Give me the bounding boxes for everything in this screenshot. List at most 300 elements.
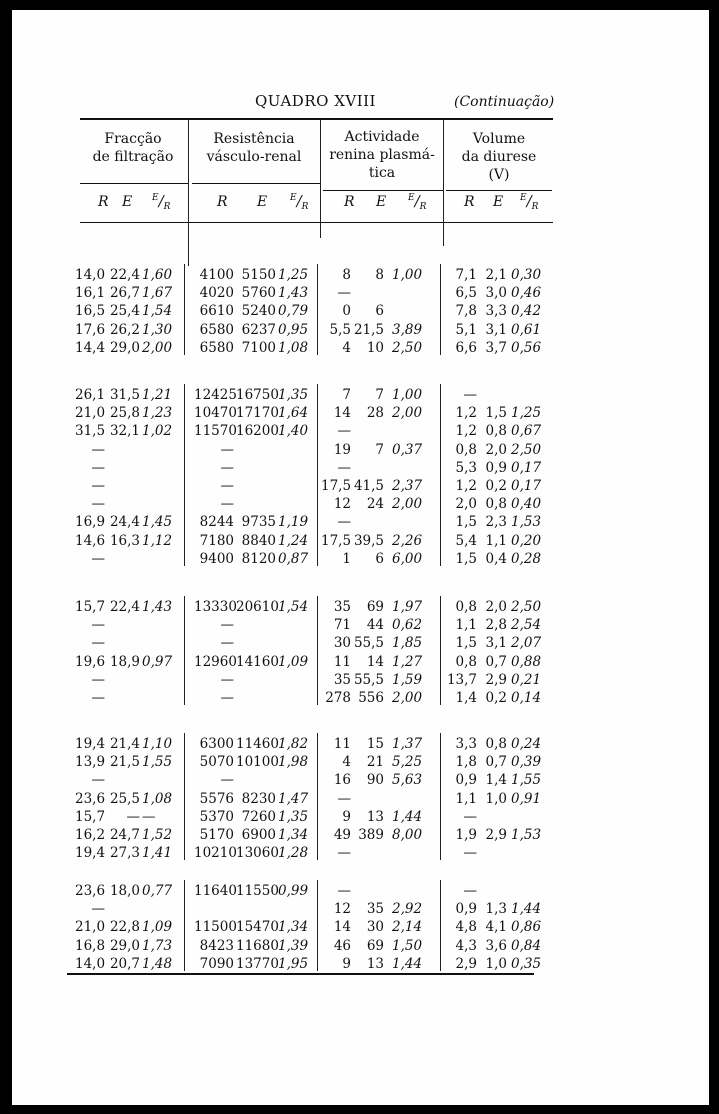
cell-resist-e: 8230 <box>241 790 276 807</box>
cell-resist-r: 11640 <box>194 883 237 899</box>
cell-activ-r: 9 <box>342 955 351 972</box>
cell-resist-e: 15470 <box>236 919 279 936</box>
cell-resist-r: 8423 <box>199 937 234 954</box>
cell-volume-e: 2,0 <box>485 441 507 458</box>
column-divider <box>184 596 185 705</box>
cell-volume-e: 2,9 <box>485 671 507 688</box>
table-row <box>12 753 572 771</box>
group-divider <box>320 120 321 238</box>
table-row <box>12 882 572 900</box>
cell-fraccao-e: 24,4 <box>109 514 140 531</box>
subheader-e: E <box>493 194 504 210</box>
cell-resist-e: 8840 <box>241 532 276 549</box>
cell-volume-e: 2,0 <box>485 599 507 615</box>
cell-resist-e: 5240 <box>241 303 276 320</box>
cell-activ-er: 6,00 <box>392 550 423 567</box>
cell-resist-r: 7180 <box>199 532 234 549</box>
cell-volume-e: 1,5 <box>485 405 507 422</box>
cell-resist-e: 9735 <box>241 514 276 531</box>
document-page <box>12 10 709 1105</box>
cell-fraccao-e: 25,4 <box>109 303 140 320</box>
cell-volume-er: 2,50 <box>511 441 542 458</box>
cell-volume-r: 13,7 <box>446 671 477 688</box>
cell-fraccao-e: 21,5 <box>109 754 140 771</box>
cell-resist-e: 20610 <box>236 599 279 615</box>
cell-resist-r: — <box>220 459 234 476</box>
cell-fraccao-er: 1,23 <box>142 405 173 422</box>
table-row <box>12 771 572 789</box>
cell-activ-er: 1,97 <box>392 599 423 615</box>
cell-activ-r: 11 <box>333 736 351 752</box>
subheader-e-over-r: $^E/_R$ <box>408 192 427 212</box>
cell-fraccao-er: 1,41 <box>142 845 173 862</box>
subheader-rule <box>80 222 553 223</box>
cell-activ-er: 2,00 <box>392 405 423 422</box>
cell-activ-r: 1 <box>342 550 351 567</box>
cell-activ-r: — <box>337 883 351 899</box>
cell-resist-e: 13770 <box>236 955 279 972</box>
cell-resist-r: 5170 <box>199 827 234 843</box>
cell-volume-r: 0,8 <box>455 441 477 458</box>
group-rule <box>80 183 188 184</box>
cell-fraccao-e: — <box>126 808 140 825</box>
table-row <box>12 513 572 531</box>
cell-fraccao-r: 16,1 <box>75 285 106 302</box>
cell-activ-er: 2,14 <box>392 919 423 936</box>
subheader-e: E <box>376 194 387 210</box>
cell-activ-er: 8,00 <box>392 827 423 843</box>
cell-volume-e: 0,7 <box>485 653 507 670</box>
cell-volume-er: 0,20 <box>511 532 542 549</box>
cell-activ-er: 5,25 <box>392 754 423 771</box>
cell-activ-er: 1,44 <box>392 808 423 825</box>
cell-resist-er: 1,39 <box>278 937 309 954</box>
table-row <box>12 459 572 477</box>
cell-activ-r: 49 <box>333 827 351 843</box>
cell-volume-er: 0,67 <box>511 423 542 440</box>
cell-activ-er: 2,50 <box>392 339 423 356</box>
column-divider <box>440 733 441 860</box>
cell-activ-er: 0,37 <box>392 441 423 458</box>
cell-fraccao-r: 23,6 <box>75 883 106 899</box>
cell-activ-er: 1,00 <box>392 387 423 403</box>
cell-activ-e: 21,5 <box>353 321 384 338</box>
cell-activ-er: 5,63 <box>392 772 423 789</box>
cell-volume-r: 2,9 <box>455 955 477 972</box>
cell-resist-er: 0,87 <box>278 550 309 567</box>
cell-activ-r: 8 <box>342 267 351 283</box>
cell-fraccao-e: 18,0 <box>109 883 140 899</box>
cell-volume-e: 0,8 <box>485 423 507 440</box>
cell-volume-r: — <box>463 808 477 825</box>
cell-resist-r: 6300 <box>199 736 234 752</box>
cell-fraccao-er: 1,54 <box>142 303 173 320</box>
subheader-e-over-r: $^E/_R$ <box>520 192 539 212</box>
cell-activ-e: 55,5 <box>353 635 384 652</box>
cell-resist-r: — <box>220 671 234 688</box>
cell-resist-e: 16750 <box>236 387 279 403</box>
cell-fraccao-e: 22,8 <box>109 919 140 936</box>
cell-resist-r: 6610 <box>199 303 234 320</box>
cell-resist-er: 0,95 <box>278 321 309 338</box>
group-header-volume: Volume da diurese (V) <box>461 131 537 183</box>
cell-fraccao-er: 1,21 <box>142 387 173 403</box>
cell-volume-e: 2,8 <box>485 617 507 634</box>
cell-volume-e: 0,2 <box>485 478 507 494</box>
column-divider <box>184 384 185 566</box>
cell-fraccao-r: 26,1 <box>75 387 106 403</box>
cell-activ-e: 10 <box>366 339 384 356</box>
cell-resist-er: 1,34 <box>278 919 309 936</box>
cell-volume-er: 2,50 <box>511 599 542 615</box>
cell-resist-r: 5370 <box>199 808 234 825</box>
cell-volume-r: 4,8 <box>455 919 477 936</box>
cell-activ-er: 2,37 <box>392 478 423 494</box>
cell-fraccao-er: 1,55 <box>142 754 173 771</box>
table-row <box>12 790 572 808</box>
cell-activ-er: 1,00 <box>392 267 423 283</box>
cell-fraccao-e: 18,9 <box>109 653 140 670</box>
column-divider <box>317 880 318 971</box>
cell-resist-e: 8120 <box>241 550 276 567</box>
cell-resist-er: 1,64 <box>278 405 309 422</box>
cell-activ-er: 1,27 <box>392 653 423 670</box>
cell-volume-e: 1,0 <box>485 790 507 807</box>
cell-volume-r: 5,4 <box>455 532 477 549</box>
cell-volume-er: 0,14 <box>511 690 542 706</box>
cell-fraccao-r: 31,5 <box>75 423 106 440</box>
cell-volume-r: 0,8 <box>455 599 477 615</box>
group-rule <box>192 183 320 184</box>
group-rule <box>323 190 443 191</box>
cell-resist-e: 13060 <box>236 845 279 862</box>
table-row <box>12 404 572 422</box>
cell-resist-e: 11550 <box>236 883 279 899</box>
cell-resist-e: 14160 <box>236 653 279 670</box>
cell-resist-er: 1,35 <box>278 808 309 825</box>
cell-activ-e: 389 <box>358 827 384 843</box>
column-divider <box>317 596 318 705</box>
cell-fraccao-r: 21,0 <box>75 405 106 422</box>
table-row <box>12 900 572 918</box>
cell-fraccao-er: 1,43 <box>142 599 173 615</box>
cell-resist-e: 16200 <box>236 423 279 440</box>
cell-resist-r: 10470 <box>194 405 237 422</box>
cell-fraccao-er: 1,09 <box>142 919 173 936</box>
cell-activ-r: 14 <box>333 405 351 422</box>
cell-volume-e: 0,8 <box>485 496 507 513</box>
cell-activ-e: 6 <box>375 550 384 567</box>
table-row <box>12 321 572 339</box>
cell-volume-r: — <box>463 387 477 403</box>
table-row <box>12 634 572 652</box>
table-row <box>12 550 572 568</box>
cell-resist-r: 12960 <box>194 653 237 670</box>
cell-activ-r: 46 <box>333 937 351 954</box>
cell-activ-r: 11 <box>333 653 351 670</box>
cell-resist-er: 1,25 <box>278 267 309 283</box>
cell-resist-er: 1,95 <box>278 955 309 972</box>
cell-activ-r: 9 <box>342 808 351 825</box>
cell-fraccao-r: 14,6 <box>75 532 106 549</box>
cell-fraccao-r: — <box>91 550 105 567</box>
cell-resist-e: 17170 <box>236 405 279 422</box>
cell-volume-e: 3,1 <box>485 321 507 338</box>
cell-activ-e: 13 <box>366 955 384 972</box>
cell-fraccao-er: 1,12 <box>142 532 173 549</box>
cell-resist-r: 8244 <box>199 514 234 531</box>
cell-volume-r: 1,4 <box>455 690 477 706</box>
cell-volume-r: 1,1 <box>455 617 477 634</box>
cell-activ-e: 6 <box>375 303 384 320</box>
cell-activ-r: — <box>337 514 351 531</box>
cell-activ-er: 1,44 <box>392 955 423 972</box>
column-divider <box>440 264 441 355</box>
cell-fraccao-r: — <box>91 772 105 789</box>
subheader-r: R <box>464 194 475 210</box>
cell-activ-er: 2,26 <box>392 532 423 549</box>
cell-volume-r: 3,3 <box>455 736 477 752</box>
cell-fraccao-r: 16,2 <box>75 827 106 843</box>
cell-fraccao-e: 31,5 <box>109 387 140 403</box>
cell-resist-r: 9400 <box>199 550 234 567</box>
cell-activ-er: 2,00 <box>392 690 423 706</box>
top-rule <box>80 118 553 120</box>
cell-volume-e: 0,2 <box>485 690 507 706</box>
cell-volume-r: 6,5 <box>455 285 477 302</box>
cell-activ-r: — <box>337 459 351 476</box>
table-row <box>12 441 572 459</box>
cell-fraccao-e: 29,0 <box>109 937 140 954</box>
table-row <box>12 266 572 284</box>
cell-resist-r: — <box>220 478 234 494</box>
cell-fraccao-r: 19,6 <box>75 653 106 670</box>
cell-resist-er: 1,28 <box>278 845 309 862</box>
cell-resist-e: 7260 <box>241 808 276 825</box>
column-divider <box>440 596 441 705</box>
cell-resist-e: 11460 <box>236 736 279 752</box>
cell-activ-e: 90 <box>366 772 384 789</box>
cell-resist-er: 1,19 <box>278 514 309 531</box>
group-header-fraccao: Fracção de filtração <box>92 131 174 165</box>
cell-activ-r: — <box>337 423 351 440</box>
cell-activ-r: 17,5 <box>321 478 352 494</box>
table-row <box>12 598 572 616</box>
cell-resist-r: 11570 <box>194 423 237 440</box>
cell-activ-r: 35 <box>333 599 351 615</box>
cell-volume-er: 1,44 <box>511 901 542 918</box>
column-divider <box>184 264 185 355</box>
cell-fraccao-r: — <box>91 617 105 634</box>
table-row <box>12 616 572 634</box>
cell-resist-r: 5070 <box>199 754 234 771</box>
cell-resist-r: 5576 <box>199 790 234 807</box>
table-row <box>12 495 572 513</box>
cell-volume-er: 0,17 <box>511 478 542 494</box>
column-divider <box>440 880 441 971</box>
table-row <box>12 826 572 844</box>
cell-fraccao-er: — <box>142 808 156 825</box>
cell-fraccao-er: 1,45 <box>142 514 173 531</box>
bottom-rule <box>67 973 534 975</box>
cell-activ-er: 2,00 <box>392 496 423 513</box>
cell-volume-e: 1,3 <box>485 901 507 918</box>
cell-volume-er: 0,40 <box>511 496 542 513</box>
cell-resist-er: 1,24 <box>278 532 309 549</box>
table-row <box>12 689 572 707</box>
cell-fraccao-r: — <box>91 478 105 494</box>
group-rule <box>446 190 552 191</box>
cell-resist-r: 4100 <box>199 267 234 283</box>
cell-volume-r: 5,3 <box>455 459 477 476</box>
subheader-r: R <box>217 194 228 210</box>
cell-fraccao-e: 16,3 <box>109 532 140 549</box>
cell-fraccao-er: 0,97 <box>142 653 173 670</box>
cell-activ-e: 39,5 <box>353 532 384 549</box>
cell-fraccao-e: 22,4 <box>109 599 140 615</box>
cell-volume-r: 1,1 <box>455 790 477 807</box>
cell-volume-e: 3,7 <box>485 339 507 356</box>
cell-fraccao-r: — <box>91 635 105 652</box>
cell-fraccao-er: 1,60 <box>142 267 173 283</box>
cell-resist-r: 12425 <box>194 387 237 403</box>
cell-volume-r: 7,1 <box>455 267 477 283</box>
cell-volume-e: 2,1 <box>485 267 507 283</box>
cell-activ-r: — <box>337 790 351 807</box>
cell-volume-r: 1,5 <box>455 514 477 531</box>
cell-fraccao-r: 14,0 <box>75 267 106 283</box>
cell-resist-er: 1,09 <box>278 653 309 670</box>
subheader-r: R <box>344 194 355 210</box>
cell-activ-r: 17,5 <box>321 532 352 549</box>
cell-volume-r: 2,0 <box>455 496 477 513</box>
cell-activ-r: — <box>337 285 351 302</box>
cell-fraccao-er: 1,02 <box>142 423 173 440</box>
cell-activ-r: 71 <box>333 617 351 634</box>
column-divider <box>317 733 318 860</box>
table-title: QUADRO XVIII <box>255 92 376 110</box>
cell-activ-e: 24 <box>366 496 384 513</box>
cell-activ-e: 28 <box>366 405 384 422</box>
cell-activ-r: 5,5 <box>329 321 351 338</box>
cell-activ-er: 1,85 <box>392 635 423 652</box>
cell-volume-er: 0,91 <box>511 790 542 807</box>
group-header-resistencia: Resistência vásculo-renal <box>206 131 302 165</box>
cell-fraccao-e: 25,5 <box>109 790 140 807</box>
table-row <box>12 284 572 302</box>
table-row <box>12 339 572 357</box>
subheader-e-over-r: $^E/_R$ <box>290 192 309 212</box>
cell-fraccao-e: 20,7 <box>109 955 140 972</box>
cell-fraccao-er: 0,77 <box>142 883 173 899</box>
cell-volume-r: 5,1 <box>455 321 477 338</box>
table-row <box>12 532 572 550</box>
cell-fraccao-er: 1,67 <box>142 285 173 302</box>
cell-fraccao-er: 1,30 <box>142 321 173 338</box>
cell-fraccao-r: 16,5 <box>75 303 106 320</box>
cell-resist-er: 0,99 <box>278 883 309 899</box>
cell-fraccao-r: 15,7 <box>75 599 106 615</box>
cell-volume-er: 0,84 <box>511 937 542 954</box>
table-row <box>12 735 572 753</box>
cell-activ-r: 16 <box>333 772 351 789</box>
cell-activ-r: 14 <box>333 919 351 936</box>
column-divider <box>184 733 185 860</box>
cell-fraccao-r: — <box>91 671 105 688</box>
cell-resist-e: 11680 <box>236 937 279 954</box>
cell-fraccao-r: 17,6 <box>75 321 106 338</box>
cell-volume-r: 0,8 <box>455 653 477 670</box>
cell-fraccao-er: 1,48 <box>142 955 173 972</box>
cell-activ-e: 13 <box>366 808 384 825</box>
cell-activ-r: 30 <box>333 635 351 652</box>
cell-activ-e: 14 <box>366 653 384 670</box>
cell-activ-e: 44 <box>366 617 384 634</box>
cell-fraccao-r: — <box>91 459 105 476</box>
cell-activ-r: 4 <box>342 754 351 771</box>
cell-resist-r: 10210 <box>194 845 237 862</box>
table-row <box>12 808 572 826</box>
cell-volume-e: 0,7 <box>485 754 507 771</box>
cell-volume-er: 0,61 <box>511 321 542 338</box>
cell-volume-er: 1,25 <box>511 405 542 422</box>
cell-activ-e: 21 <box>366 754 384 771</box>
cell-fraccao-r: 19,4 <box>75 845 106 862</box>
subheader-e-over-r: $^E/_R$ <box>152 192 171 212</box>
cell-activ-e: 35 <box>366 901 384 918</box>
cell-fraccao-r: 16,8 <box>75 937 106 954</box>
cell-volume-er: 0,46 <box>511 285 542 302</box>
cell-activ-er: 3,89 <box>392 321 423 338</box>
cell-volume-r: 1,5 <box>455 550 477 567</box>
cell-fraccao-r: 14,0 <box>75 955 106 972</box>
cell-fraccao-r: 16,9 <box>75 514 106 531</box>
cell-volume-er: 1,53 <box>511 827 542 843</box>
cell-volume-r: 1,2 <box>455 405 477 422</box>
cell-fraccao-e: 24,7 <box>109 827 140 843</box>
table-row <box>12 477 572 495</box>
group-header-actividade: Actividade renina plasmá- tica <box>329 129 435 181</box>
table-row <box>12 955 572 973</box>
cell-volume-r: 0,9 <box>455 772 477 789</box>
cell-fraccao-e: 21,4 <box>109 736 140 752</box>
cell-resist-er: 1,34 <box>278 827 309 843</box>
cell-activ-e: 30 <box>366 919 384 936</box>
cell-resist-er: 1,82 <box>278 736 309 752</box>
cell-activ-e: 55,5 <box>353 671 384 688</box>
cell-resist-e: 10100 <box>236 754 279 771</box>
cell-volume-er: 0,42 <box>511 303 542 320</box>
table-row <box>12 918 572 936</box>
group-divider <box>443 120 444 246</box>
table-row <box>12 653 572 671</box>
cell-volume-e: 0,4 <box>485 550 507 567</box>
cell-fraccao-e: 32,1 <box>109 423 140 440</box>
cell-volume-e: 0,8 <box>485 736 507 752</box>
cell-volume-e: 3,6 <box>485 937 507 954</box>
cell-volume-er: 1,55 <box>511 772 542 789</box>
cell-activ-er: 0,62 <box>392 617 423 634</box>
cell-activ-er: 2,92 <box>392 901 423 918</box>
cell-fraccao-e: 25,8 <box>109 405 140 422</box>
cell-volume-er: 0,28 <box>511 550 542 567</box>
cell-activ-er: 1,50 <box>392 937 423 954</box>
cell-activ-e: 69 <box>366 599 384 615</box>
cell-fraccao-er: 1,52 <box>142 827 173 843</box>
cell-volume-r: 1,5 <box>455 635 477 652</box>
cell-activ-r: — <box>337 845 351 862</box>
cell-resist-r: 13330 <box>194 599 237 615</box>
